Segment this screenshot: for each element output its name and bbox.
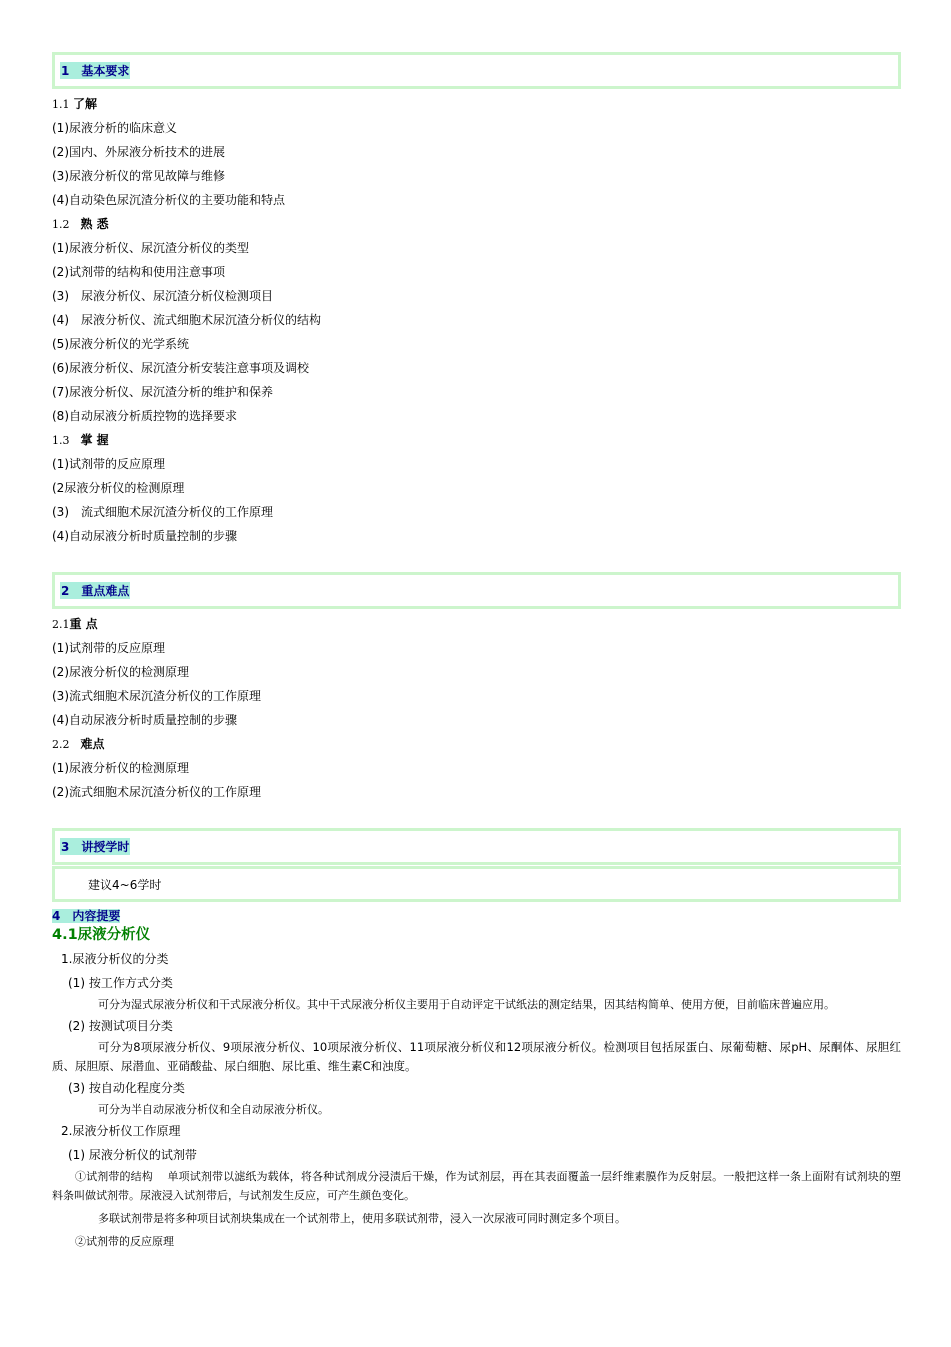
list-item: (2)尿液分析仪的检测原理 — [52, 665, 189, 679]
list-item: (2)流式细胞术尿沉渣分析仪的工作原理 — [52, 785, 261, 799]
section-3-title: 3 讲授学时 — [61, 840, 130, 854]
content-subheading: (3) 按自动化程度分类 — [68, 1081, 185, 1095]
section-2-title: 2 重点难点 — [61, 584, 130, 598]
list-item: (1)试剂带的反应原理 — [52, 641, 165, 655]
section-1-header — [52, 52, 901, 89]
list-item: (3) 流式细胞术尿沉渣分析仪的工作原理 — [52, 505, 273, 519]
content-subheading: (2) 按测试项目分类 — [68, 1019, 173, 1033]
list-item: (4)自动尿液分析时质量控制的步骤 — [52, 529, 237, 543]
content-paragraph: 多联试剂带是将多种项目试剂块集成在一个试剂带上，使用多联试剂带，浸入一次尿液可同时测定多个项目。 — [98, 1212, 626, 1225]
content-subheading: (1) 尿液分析仪的试剂带 — [68, 1148, 197, 1162]
subheading-2-2: 2.2 难点 — [52, 737, 105, 751]
list-item: (1)尿液分析仪、尿沉渣分析仪的类型 — [52, 241, 249, 255]
content-subheading: (1) 按工作方式分类 — [68, 976, 173, 990]
list-item: (2尿液分析仪的检测原理 — [52, 481, 185, 495]
list-item: (1)尿液分析仪的检测原理 — [52, 761, 189, 775]
section-3-header — [52, 828, 901, 865]
list-item: (7)尿液分析仪、尿沉渣分析的维护和保养 — [52, 385, 273, 399]
list-item: (1)试剂带的反应原理 — [52, 457, 165, 471]
list-item: (4)自动尿液分析时质量控制的步骤 — [52, 713, 237, 727]
list-item: (1)尿液分析的临床意义 — [52, 121, 177, 135]
section-1-title: 1 基本要求 — [61, 64, 130, 78]
list-item: (8)自动尿液分析质控物的选择要求 — [52, 409, 237, 423]
subheading-1-2: 1.2 熟 悉 — [52, 217, 109, 231]
subheading-1-3: 1.3 掌 握 — [52, 433, 109, 447]
list-item: (3) 尿液分析仪、尿沉渣分析仪检测项目 — [52, 289, 273, 303]
list-item: (4)自动染色尿沉渣分析仪的主要功能和特点 — [52, 193, 285, 207]
content-paragraph: ①试剂带的结构 单项试剂带以滤纸为载体，将各种试剂成分浸渍后干燥，作为试剂层，再在其表面覆盖一层纤维素膜作为反射层。一般把这样一条上面附有试剂块的塑料条叫做试剂带。尿液浸入试剂带后，与试剂发生反应，可产生颜色变化。 — [52, 1170, 901, 1202]
subsection-4-1-title: 4.1尿液分析仪 — [52, 927, 151, 943]
list-item: (2)国内、外尿液分析技术的进展 — [52, 145, 225, 159]
list-item: (5)尿液分析仪的光学系统 — [52, 337, 189, 351]
subheading-1-1: 1.1 了解 — [52, 97, 98, 111]
content-paragraph: 可分为湿式尿液分析仪和干式尿液分析仪。其中干式尿液分析仪主要用于自动评定干试纸法的测定结果，因其结构简单、使用方便，目前临床普遍应用。 — [98, 998, 835, 1011]
content-paragraph: 可分为半自动尿液分析仪和全自动尿液分析仪。 — [98, 1103, 329, 1116]
section-2-header — [52, 572, 901, 609]
list-item: (6)尿液分析仪、尿沉渣分析安装注意事项及调校 — [52, 361, 309, 375]
list-item: (3)流式细胞术尿沉渣分析仪的工作原理 — [52, 689, 261, 703]
list-item: (4) 尿液分析仪、流式细胞术尿沉渣分析仪的结构 — [52, 313, 321, 327]
list-item: (2)试剂带的结构和使用注意事项 — [52, 265, 225, 279]
subheading-2-1: 2.1重 点 — [52, 617, 98, 631]
content-heading: 1.尿液分析仪的分类 — [61, 952, 169, 966]
list-item: (3)尿液分析仪的常见故障与维修 — [52, 169, 225, 183]
content-paragraph: ②试剂带的反应原理 — [75, 1235, 174, 1248]
document-page — [52, 52, 901, 1251]
content-heading: 2.尿液分析仪工作原理 — [61, 1124, 181, 1138]
section-4-title: 4 内容提要 — [52, 909, 121, 923]
lecture-hours-text: 建议4~6学时 — [88, 877, 162, 892]
section-3-content — [52, 866, 901, 902]
content-paragraph: 可分为8项尿液分析仪、9项尿液分析仪、10项尿液分析仪、11项尿液分析仪和12项尿液分析仪。检测项目包括尿蛋白、尿葡萄糖、尿pH、尿酮体、尿胆红质、尿胆原、尿潜血、亚硝酸盐、尿白细胞、尿比重、维生素C和浊度。 — [52, 1040, 901, 1073]
